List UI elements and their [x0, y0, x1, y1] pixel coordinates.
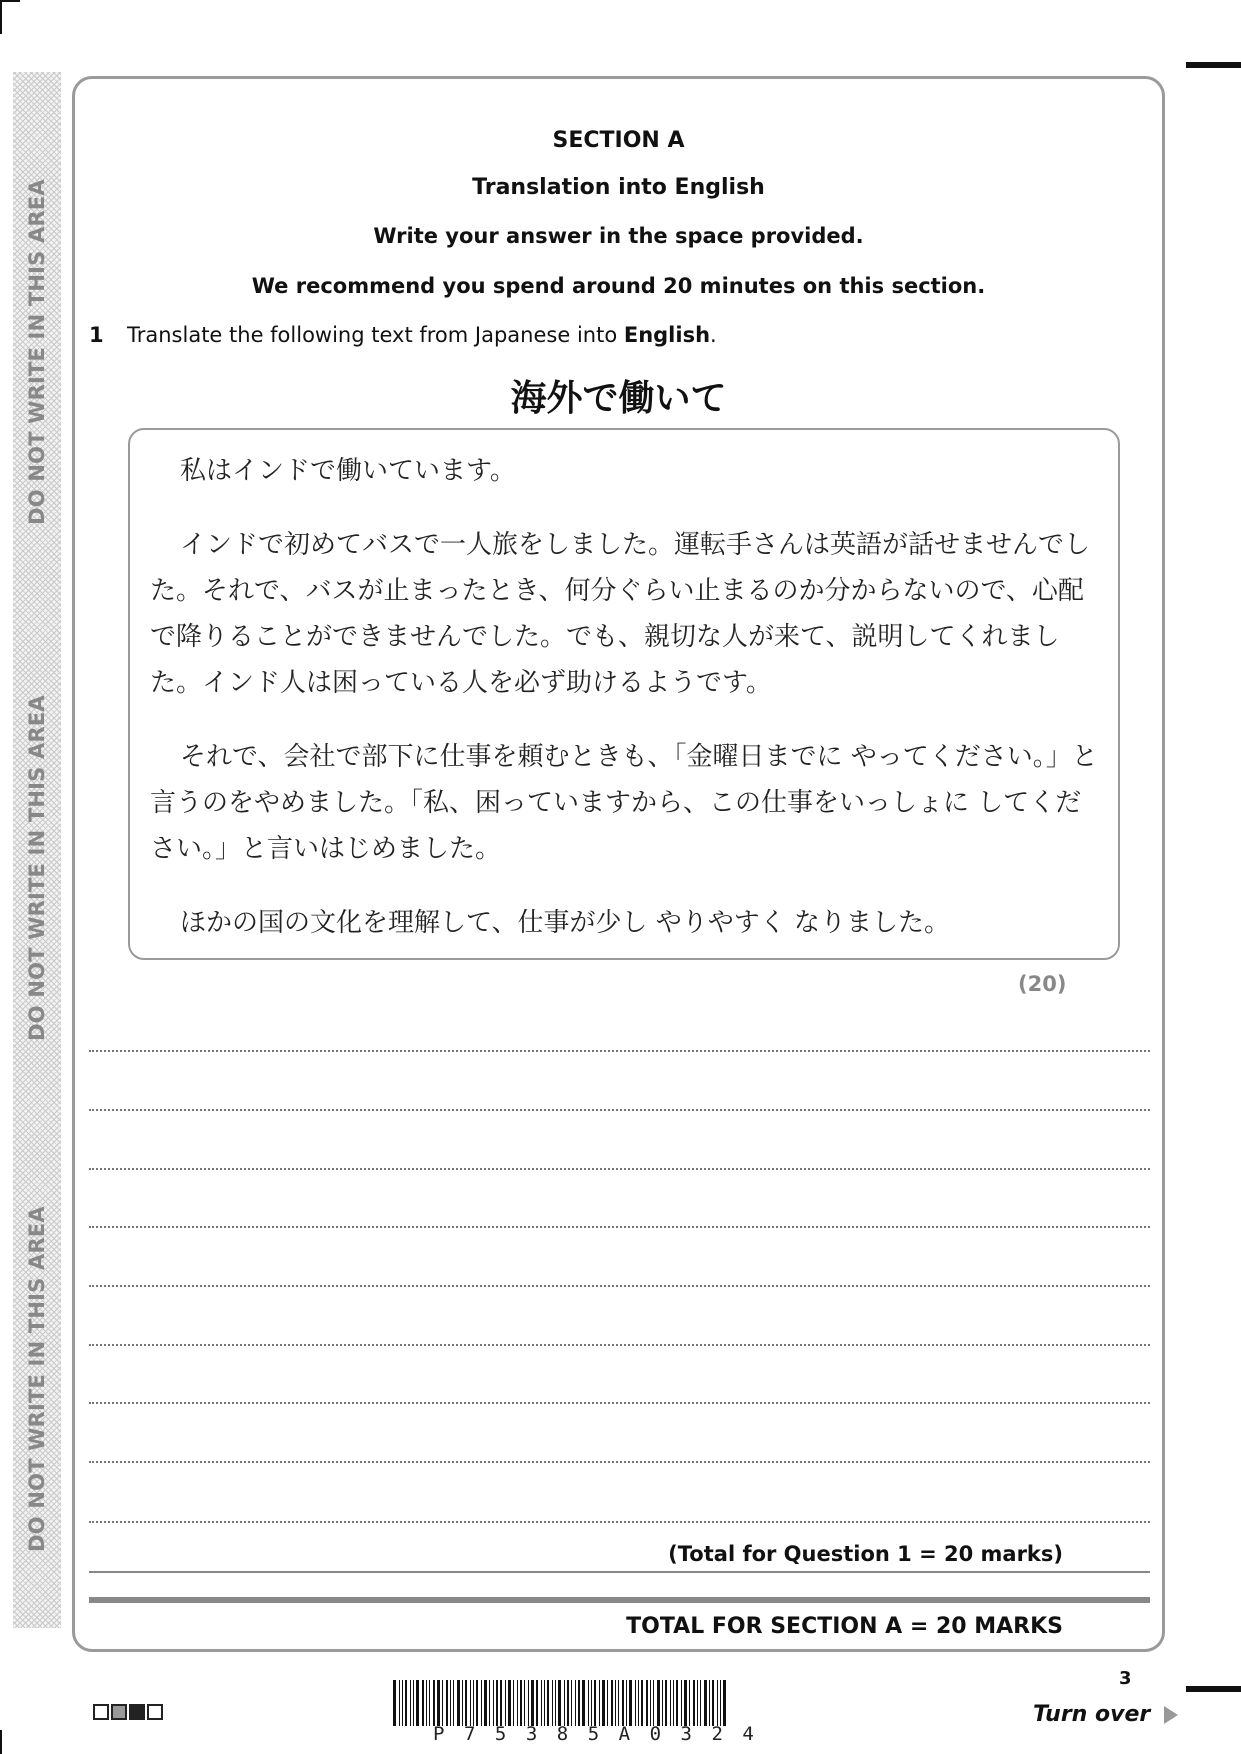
barcode-bar	[462, 1680, 463, 1726]
barcode-bar	[484, 1680, 487, 1726]
answer-line[interactable]	[89, 1344, 1150, 1346]
barcode-bar	[704, 1680, 707, 1726]
barcode-bar	[528, 1680, 529, 1726]
barcode-bar	[676, 1680, 678, 1726]
barcode-bar	[653, 1680, 654, 1726]
passage-paragraph: それで、会社で部下に仕事を頼むときも、「金曜日までに やってください。」と言うのをやめました。「私、困っていますから、この仕事をいっしょに してください。」と言いはじめました。	[150, 742, 1098, 864]
code-box	[111, 1704, 127, 1720]
barcode-bar	[413, 1680, 414, 1726]
barcode-bar	[536, 1680, 538, 1726]
answer-line[interactable]	[89, 1109, 1150, 1111]
barcode-bar	[723, 1680, 726, 1726]
barcode	[393, 1680, 845, 1726]
barcode-bar	[481, 1680, 482, 1726]
crop-mark	[1186, 62, 1241, 68]
recommendation-text: We recommend you spend around 20 minutes on this section.	[251, 274, 986, 298]
barcode-bar	[505, 1680, 506, 1726]
barcode-bar	[670, 1680, 671, 1726]
barcode-bar	[520, 1680, 522, 1726]
barcode-bar	[465, 1680, 467, 1726]
barcode-bar	[582, 1680, 585, 1726]
barcode-bar	[662, 1680, 663, 1726]
answer-line[interactable]	[89, 1050, 1150, 1052]
barcode-bar	[558, 1680, 561, 1726]
barcode-bar	[575, 1680, 576, 1726]
barcode-bar	[607, 1680, 608, 1726]
answer-line[interactable]	[89, 1168, 1150, 1170]
passage-title: 海外で働いて	[510, 378, 727, 419]
barcode-bar	[635, 1680, 636, 1726]
barcode-bar	[402, 1680, 403, 1726]
barcode-bar	[599, 1680, 600, 1726]
answer-line[interactable]	[89, 1285, 1150, 1287]
barcode-bar	[564, 1680, 565, 1726]
barcode-bar	[393, 1680, 396, 1726]
answer-line[interactable]	[89, 1402, 1150, 1404]
barcode-bar	[473, 1680, 474, 1726]
question-prompt: Translate the following text from Japanese into English.	[127, 323, 717, 347]
exam-code-boxes	[93, 1704, 163, 1720]
barcode-bar	[450, 1680, 451, 1726]
question-marks: (20)	[1018, 972, 1067, 996]
barcode-bar	[544, 1680, 545, 1726]
answer-line[interactable]	[89, 1461, 1150, 1463]
barcode-bar	[697, 1680, 698, 1726]
barcode-bar	[416, 1680, 419, 1726]
turn-over-label: Turn over	[1033, 1702, 1151, 1727]
arrow-right-icon	[1164, 1706, 1178, 1724]
barcode-bar	[693, 1680, 695, 1726]
barcode-bar	[541, 1680, 542, 1726]
answer-line[interactable]	[89, 1521, 1150, 1523]
barcode-bar	[517, 1680, 518, 1726]
barcode-bar	[513, 1680, 514, 1726]
barcode-bar	[684, 1680, 687, 1726]
barcode-bar	[405, 1680, 407, 1726]
barcode-bar	[638, 1680, 639, 1726]
barcode-bar	[500, 1680, 502, 1726]
barcode-bar	[673, 1680, 674, 1726]
barcode-bar	[571, 1680, 572, 1726]
barcode-bar	[437, 1680, 440, 1726]
section-divider	[89, 1597, 1150, 1603]
question-number: 1	[89, 323, 104, 347]
barcode-bar	[410, 1680, 411, 1726]
passage-box	[128, 428, 1120, 960]
barcode-bar	[524, 1680, 525, 1726]
barcode-bar	[547, 1680, 549, 1726]
code-box	[93, 1704, 109, 1720]
turn-over	[1033, 1702, 1178, 1727]
section-subtitle: Translation into English	[472, 175, 765, 200]
barcode-bar	[567, 1680, 569, 1726]
barcode-bar	[629, 1680, 632, 1726]
barcode-bar	[426, 1680, 427, 1726]
barcode-bar	[552, 1680, 553, 1726]
crop-mark	[0, 0, 20, 2]
barcode-bar	[442, 1680, 443, 1726]
barcode-bar	[531, 1680, 534, 1726]
barcode-bar	[470, 1680, 471, 1726]
crop-mark	[0, 1730, 2, 1754]
barcode-bar	[618, 1680, 619, 1726]
barcode-bar	[457, 1680, 460, 1726]
barcode-bar	[594, 1680, 596, 1726]
barcode-bar	[615, 1680, 616, 1726]
barcode-bar	[712, 1680, 714, 1726]
barcode-bar	[665, 1680, 667, 1726]
code-box	[147, 1704, 163, 1720]
barcode-bar	[508, 1680, 511, 1726]
barcode-bar	[476, 1680, 478, 1726]
barcode-bar	[681, 1680, 682, 1726]
barcode-bar	[720, 1680, 721, 1726]
barcode-bar	[650, 1680, 651, 1726]
barcode-bar	[717, 1680, 718, 1726]
barcode-bar	[709, 1680, 710, 1726]
barcode-bar	[626, 1680, 627, 1726]
barcode-bar	[453, 1680, 454, 1726]
barcode-bar	[496, 1680, 498, 1726]
divider	[89, 1571, 1150, 1573]
section-heading: SECTION A	[552, 128, 685, 153]
barcode-bar	[700, 1680, 701, 1726]
barcode-bar	[588, 1680, 589, 1726]
barcode-bar	[433, 1680, 435, 1726]
barcode-bar	[429, 1680, 430, 1726]
passage-paragraph: 私はインドで働いています。	[180, 456, 516, 486]
barcode-bar	[493, 1680, 494, 1726]
barcode-bar	[622, 1680, 624, 1726]
barcode-bar	[555, 1680, 556, 1726]
passage-paragraph: インドで初めてバスで一人旅をしました。運転手さんは英語が話せませんでした。それで、バスが止まったとき、何分ぐらい止まるのか分からないので、心配で降りることができませんでした。でも、親切な人が来て、説明してくれました。インド人は困っている人を必ず助けるようです。	[150, 530, 1091, 698]
crop-mark	[0, 0, 2, 34]
barcode-bar	[689, 1680, 690, 1726]
barcode-bar	[446, 1680, 448, 1726]
barcode-bar	[646, 1680, 648, 1726]
barcode-bar	[489, 1680, 490, 1726]
barcode-text: P75385A0324	[433, 1723, 774, 1745]
passage-paragraph: ほかの国の文化を理解して、仕事が少し やりやすく なりました。	[180, 908, 951, 938]
barcode-bar	[641, 1680, 643, 1726]
answer-line[interactable]	[89, 1226, 1150, 1228]
question-total: (Total for Question 1 = 20 marks)	[668, 1542, 1063, 1566]
barcode-bar	[399, 1680, 400, 1726]
code-box	[129, 1704, 145, 1720]
barcode-bar	[422, 1680, 424, 1726]
page-number: 3	[1119, 1668, 1132, 1689]
barcode-bar	[578, 1680, 580, 1726]
section-total: TOTAL FOR SECTION A = 20 MARKS	[626, 1614, 1063, 1639]
barcode-bar	[602, 1680, 605, 1726]
question-prompt-emphasis: English	[623, 323, 711, 347]
crop-mark	[1186, 1686, 1241, 1692]
barcode-bar	[611, 1680, 613, 1726]
barcode-bar	[657, 1680, 660, 1726]
barcode-bar	[591, 1680, 592, 1726]
instruction-text: Write your answer in the space provided.	[373, 224, 864, 248]
